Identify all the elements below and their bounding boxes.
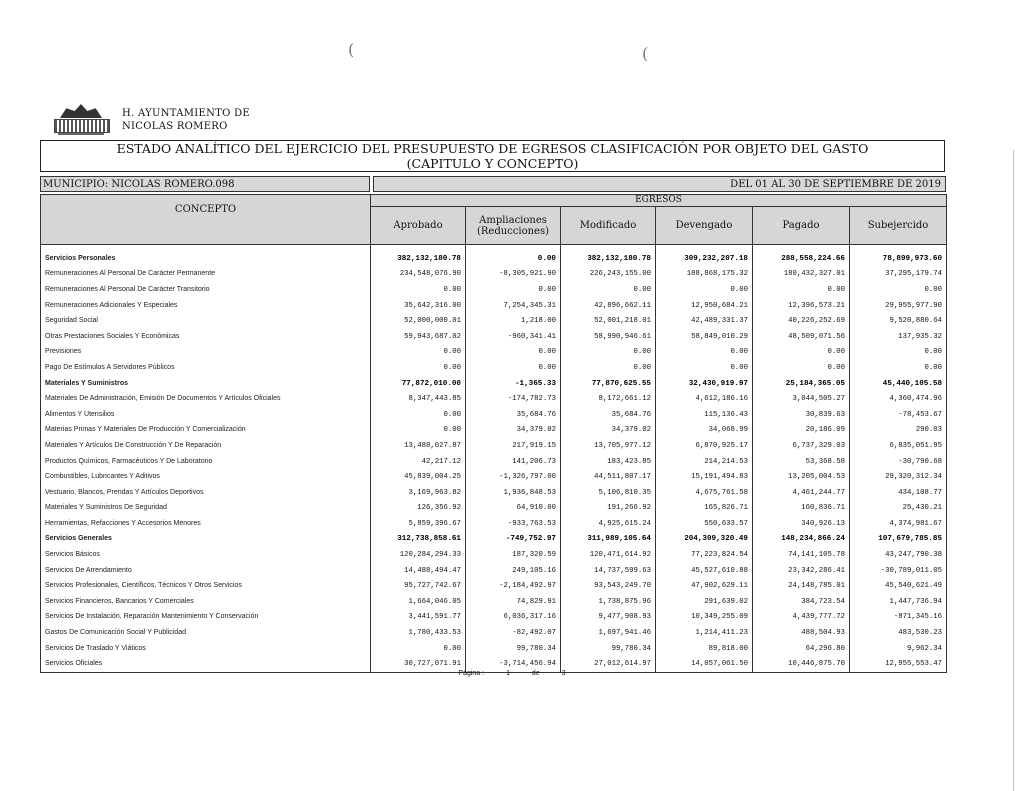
cell-devengado: 10,349,255.09 (656, 610, 753, 626)
row-concept: Remuneraciones Adicionales Y Especiales (41, 298, 371, 314)
cell-pagado: 24,148,785.01 (753, 578, 850, 594)
cell-devengado: 45,527,610.88 (656, 563, 753, 579)
cell-ampliaciones: -2,184,492.97 (466, 578, 561, 594)
cell-modificado: 0.00 (561, 360, 656, 376)
row-concept: Herramientas, Refacciones Y Accesorios Menores (41, 516, 371, 532)
cell-aprobado: 126,356.92 (371, 501, 466, 517)
cell-modificado: 226,243,155.00 (561, 267, 656, 283)
cell-subejercido: 137,935.32 (850, 329, 947, 345)
cell-subejercido: 12,955,553.47 (850, 656, 947, 672)
table-row (41, 345, 947, 361)
table-row (41, 391, 947, 407)
cell-pagado: 40,226,252.69 (753, 313, 850, 329)
cell-pagado: 53,368.58 (753, 454, 850, 470)
cell-aprobado: 382,132,180.78 (371, 245, 466, 267)
cell-aprobado: 8,347,443.85 (371, 391, 466, 407)
table-row (41, 469, 947, 485)
page-number: 1 (506, 670, 510, 677)
table-row (41, 313, 947, 329)
cell-aprobado: 234,548,076.90 (371, 267, 466, 283)
row-concept: Servicios De Instalación, Reparación Mantenimiento Y Conservación (41, 610, 371, 626)
table-row (41, 329, 947, 345)
cell-aprobado: 0.00 (371, 345, 466, 361)
row-concept: Servicios Básicos (41, 547, 371, 563)
cell-ampliaciones: 64,910.00 (466, 501, 561, 517)
row-concept: Servicios De Arrendamiento (41, 563, 371, 579)
cell-subejercido: 9,962.34 (850, 641, 947, 657)
cell-ampliaciones: 99,780.34 (466, 641, 561, 657)
report-title (40, 140, 945, 172)
table-row (41, 376, 947, 392)
cell-modificado: 42,896,662.11 (561, 298, 656, 314)
row-concept: Remuneraciones Al Personal De Carácter Transitorio (41, 282, 371, 298)
row-concept: Materiales De Administración, Emisión De Documentos Y Artículos Oficiales (41, 391, 371, 407)
table-row (41, 454, 947, 470)
cell-subejercido: 6,835,051.95 (850, 438, 947, 454)
scan-edge-line (1013, 150, 1014, 791)
org-line-2: NICOLAS ROMERO (122, 121, 228, 132)
row-concept: Materiales Y Suministros De Seguridad (41, 501, 371, 517)
row-concept: Combustibles, Lubricantes Y Aditivos (41, 469, 371, 485)
cell-modificado: 9,477,908.93 (561, 610, 656, 626)
row-concept: Remuneraciones Al Personal De Carácter Permanente (41, 267, 371, 283)
cell-subejercido: -30,789,011.05 (850, 563, 947, 579)
cell-modificado: 99,780.34 (561, 641, 656, 657)
col-pagado: Pagado (753, 207, 850, 245)
row-concept: Servicios Personales (41, 245, 371, 267)
cell-aprobado: 95,727,742.67 (371, 578, 466, 594)
cell-devengado: 0.00 (656, 345, 753, 361)
cell-aprobado: 14,488,494.47 (371, 563, 466, 579)
cell-ampliaciones: 187,320.59 (466, 547, 561, 563)
cell-devengado: 89,818.00 (656, 641, 753, 657)
col-ampliaciones-line-2: (Reducciones) (476, 225, 549, 237)
cell-subejercido: 290.03 (850, 423, 947, 439)
cell-aprobado: 13,488,027.87 (371, 438, 466, 454)
table-row (41, 360, 947, 376)
cell-devengado: 550,633.57 (656, 516, 753, 532)
cell-ampliaciones: -1,365.33 (466, 376, 561, 392)
cell-pagado: 488,504.93 (753, 625, 850, 641)
municipal-seal-icon (52, 104, 110, 136)
cell-aprobado: 312,738,858.61 (371, 532, 466, 548)
cell-ampliaciones: 249,105.16 (466, 563, 561, 579)
cell-aprobado: 42,217.12 (371, 454, 466, 470)
cell-modificado: 183,423.85 (561, 454, 656, 470)
cell-pagado: 288,558,224.66 (753, 245, 850, 267)
cell-ampliaciones: 6,036,317.16 (466, 610, 561, 626)
cell-devengado: 291,639.02 (656, 594, 753, 610)
cell-subejercido: 29,955,977.90 (850, 298, 947, 314)
cell-devengado: 47,902,629.11 (656, 578, 753, 594)
row-concept: Servicios De Traslado Y Viáticos (41, 641, 371, 657)
cell-modificado: 27,012,614.97 (561, 656, 656, 672)
col-ampliaciones-line-1: Ampliaciones (479, 214, 547, 226)
cell-modificado: 120,471,614.92 (561, 547, 656, 563)
title-line-1: ESTADO ANALÍTICO DEL EJERCICIO DEL PRESUPUESTO DE EGRESOS CLASIFICACIÓN POR OBJETO DEL GASTO (116, 141, 869, 156)
table-row (41, 245, 947, 267)
cell-ampliaciones: -749,752.97 (466, 532, 561, 548)
cell-modificado: 14,737,599.63 (561, 563, 656, 579)
cell-aprobado: 120,284,294.33 (371, 547, 466, 563)
cell-subejercido: 0.00 (850, 345, 947, 361)
cell-modificado: 77,870,625.55 (561, 376, 656, 392)
cell-ampliaciones: -8,305,921.90 (466, 267, 561, 283)
org-line-1: H. AYUNTAMIENTO DE (122, 108, 251, 119)
table-row (41, 563, 947, 579)
cell-devengado: 14,057,061.50 (656, 656, 753, 672)
cell-aprobado: 77,872,010.00 (371, 376, 466, 392)
page-label: Página : (458, 670, 485, 677)
cell-devengado: 12,950,684.21 (656, 298, 753, 314)
table-body (41, 245, 947, 673)
cell-devengado: 15,191,494.83 (656, 469, 753, 485)
row-concept: Vestuario, Blancos, Prendas Y Artículos Deportivos (41, 485, 371, 501)
row-concept: Servicios Profesionales, Científicos, Técnicos Y Otros Servicios (41, 578, 371, 594)
row-concept: Gastos De Comunicación Social Y Publicidad (41, 625, 371, 641)
cell-aprobado: 45,839,004.25 (371, 469, 466, 485)
cell-modificado: 35,684.76 (561, 407, 656, 423)
scan-mark-right: ( (642, 44, 649, 63)
meta-row (40, 176, 946, 192)
cell-aprobado: 0.00 (371, 360, 466, 376)
row-concept: Otras Prestaciones Sociales Y Económicas (41, 329, 371, 345)
concept-header: CONCEPTO (41, 195, 371, 245)
period-label: DEL 01 AL 30 DE SEPTIEMBRE DE 2019 (373, 176, 946, 192)
cell-devengado: 0.00 (656, 360, 753, 376)
cell-aprobado: 52,000,000.01 (371, 313, 466, 329)
cell-devengado: 4,612,186.16 (656, 391, 753, 407)
cell-modificado: 93,543,249.70 (561, 578, 656, 594)
egresos-header: EGRESOS (371, 195, 947, 207)
cell-subejercido: 37,295,179.74 (850, 267, 947, 283)
cell-pagado: 74,141,105.78 (753, 547, 850, 563)
row-concept: Seguridad Social (41, 313, 371, 329)
cell-aprobado: 30,727,071.91 (371, 656, 466, 672)
cell-ampliaciones: -82,492.07 (466, 625, 561, 641)
cell-pagado: 13,205,004.53 (753, 469, 850, 485)
cell-modificado: 44,511,807.17 (561, 469, 656, 485)
table-row (41, 501, 947, 517)
total-pages: 3 (561, 670, 566, 677)
cell-ampliaciones: -1,326,797.00 (466, 469, 561, 485)
cell-ampliaciones: 34,379.02 (466, 423, 561, 439)
cell-subejercido: 25,430.21 (850, 501, 947, 517)
cell-pagado: 3,044,505.27 (753, 391, 850, 407)
col-modificado: Modificado (561, 207, 656, 245)
cell-ampliaciones: -960,341.41 (466, 329, 561, 345)
cell-aprobado: 0.00 (371, 423, 466, 439)
cell-pagado: 4,439,777.72 (753, 610, 850, 626)
cell-pagado: 4,461,244.77 (753, 485, 850, 501)
cell-modificado: 5,106,810.35 (561, 485, 656, 501)
cell-ampliaciones: 141,206.73 (466, 454, 561, 470)
cell-subejercido: 1,447,736.94 (850, 594, 947, 610)
cell-modificado: 58,990,946.61 (561, 329, 656, 345)
row-concept: Previsiones (41, 345, 371, 361)
cell-modificado: 382,132,180.78 (561, 245, 656, 267)
cell-pagado: 20,186.09 (753, 423, 850, 439)
cell-ampliaciones: 7,254,345.31 (466, 298, 561, 314)
cell-devengado: 77,223,824.54 (656, 547, 753, 563)
cell-devengado: 6,870,925.17 (656, 438, 753, 454)
cell-subejercido: 43,247,790.38 (850, 547, 947, 563)
cell-subejercido: -78,453.67 (850, 407, 947, 423)
cell-ampliaciones: 0.00 (466, 282, 561, 298)
col-devengado: Devengado (656, 207, 753, 245)
cell-pagado: 0.00 (753, 360, 850, 376)
cell-devengado: 34,068.99 (656, 423, 753, 439)
cell-aprobado: 0.00 (371, 282, 466, 298)
page-footer (0, 670, 1024, 677)
row-concept: Pago De Estímulos A Servidores Públicos (41, 360, 371, 376)
row-concept: Materias Primas Y Materiales De Producción Y Comercialización (41, 423, 371, 439)
cell-ampliaciones: 0.00 (466, 345, 561, 361)
table-row (41, 532, 947, 548)
cell-pagado: 12,396,573.21 (753, 298, 850, 314)
row-concept: Servicios Generales (41, 532, 371, 548)
cell-pagado: 340,926.13 (753, 516, 850, 532)
cell-ampliaciones: 1,218.00 (466, 313, 561, 329)
organization-name (122, 107, 250, 133)
table-row (41, 610, 947, 626)
table-row (41, 578, 947, 594)
cell-devengado: 42,489,331.37 (656, 313, 753, 329)
cell-pagado: 180,432,327.01 (753, 267, 850, 283)
col-aprobado: Aprobado (371, 207, 466, 245)
cell-pagado: 148,234,866.24 (753, 532, 850, 548)
cell-modificado: 4,925,615.24 (561, 516, 656, 532)
cell-ampliaciones: 74,829.91 (466, 594, 561, 610)
row-concept: Servicios Oficiales (41, 656, 371, 672)
cell-modificado: 0.00 (561, 345, 656, 361)
cell-pagado: 10,446,875.70 (753, 656, 850, 672)
table-row (41, 407, 947, 423)
table-row (41, 641, 947, 657)
table-row (41, 298, 947, 314)
cell-subejercido: 0.00 (850, 282, 947, 298)
cell-subejercido: 4,374,981.67 (850, 516, 947, 532)
cell-modificado: 52,001,218.01 (561, 313, 656, 329)
cell-subejercido: 0.00 (850, 360, 947, 376)
cell-devengado: 0.00 (656, 282, 753, 298)
table-row (41, 594, 947, 610)
cell-subejercido: 107,679,785.85 (850, 532, 947, 548)
cell-ampliaciones: -933,763.53 (466, 516, 561, 532)
row-concept: Materiales Y Suministros (41, 376, 371, 392)
row-concept: Alimentos Y Utensilios (41, 407, 371, 423)
table-row (41, 547, 947, 563)
cell-modificado: 13,705,977.12 (561, 438, 656, 454)
col-subejercido: Subejercido (850, 207, 947, 245)
cell-modificado: 1,697,941.46 (561, 625, 656, 641)
cell-aprobado: 3,169,963.82 (371, 485, 466, 501)
cell-modificado: 311,989,105.64 (561, 532, 656, 548)
cell-devengado: 214,214.53 (656, 454, 753, 470)
cell-modificado: 8,172,661.12 (561, 391, 656, 407)
cell-pagado: 48,509,071.56 (753, 329, 850, 345)
cell-subejercido: 78,899,973.60 (850, 245, 947, 267)
table-row (41, 282, 947, 298)
cell-pagado: 0.00 (753, 282, 850, 298)
municipio-label: MUNICIPIO: NICOLAS ROMERO.098 (40, 176, 370, 192)
cell-devengado: 1,214,411.23 (656, 625, 753, 641)
cell-pagado: 160,836.71 (753, 501, 850, 517)
cell-modificado: 34,379.02 (561, 423, 656, 439)
cell-subejercido: -30,790.68 (850, 454, 947, 470)
title-line-2: (CAPITULO Y CONCEPTO) (406, 156, 579, 171)
cell-pagado: 23,342,286.41 (753, 563, 850, 579)
cell-pagado: 0.00 (753, 345, 850, 361)
cell-pagado: 384,723.54 (753, 594, 850, 610)
cell-devengado: 188,868,175.32 (656, 267, 753, 283)
cell-ampliaciones: 1,936,848.53 (466, 485, 561, 501)
cell-aprobado: 0.00 (371, 407, 466, 423)
cell-modificado: 191,266.92 (561, 501, 656, 517)
cell-subejercido: 45,540,621.49 (850, 578, 947, 594)
cell-devengado: 58,849,010.29 (656, 329, 753, 345)
cell-subejercido: 9,520,880.64 (850, 313, 947, 329)
scan-mark-left: ( (348, 40, 355, 59)
cell-pagado: 30,839.63 (753, 407, 850, 423)
cell-aprobado: 3,441,591.77 (371, 610, 466, 626)
cell-ampliaciones: -174,782.73 (466, 391, 561, 407)
cell-devengado: 4,675,761.58 (656, 485, 753, 501)
cell-pagado: 25,184,365.05 (753, 376, 850, 392)
cell-subejercido: 4,360,474.96 (850, 391, 947, 407)
cell-devengado: 115,136.43 (656, 407, 753, 423)
table-row (41, 438, 947, 454)
cell-subejercido: 434,108.77 (850, 485, 947, 501)
row-concept: Productos Químicos, Farmacéuticos Y De Laboratorio (41, 454, 371, 470)
cell-devengado: 204,309,320.49 (656, 532, 753, 548)
cell-ampliaciones: 0.00 (466, 245, 561, 267)
col-ampliaciones (466, 207, 561, 245)
cell-subejercido: 483,530.23 (850, 625, 947, 641)
cell-modificado: 0.00 (561, 282, 656, 298)
cell-devengado: 32,430,919.97 (656, 376, 753, 392)
cell-pagado: 6,737,329.03 (753, 438, 850, 454)
cell-subejercido: -871,345.16 (850, 610, 947, 626)
cell-aprobado: 1,664,046.05 (371, 594, 466, 610)
table-row (41, 267, 947, 283)
table-row (41, 625, 947, 641)
table-row (41, 516, 947, 532)
cell-ampliaciones: 217,919.15 (466, 438, 561, 454)
cell-devengado: 165,826.71 (656, 501, 753, 517)
cell-aprobado: 5,859,396.67 (371, 516, 466, 532)
row-concept: Servicios Financieros, Bancarios Y Comerciales (41, 594, 371, 610)
cell-modificado: 1,738,875.96 (561, 594, 656, 610)
cell-subejercido: 29,320,312.34 (850, 469, 947, 485)
cell-ampliaciones: -3,714,456.94 (466, 656, 561, 672)
table-row (41, 485, 947, 501)
cell-aprobado: 0.00 (371, 641, 466, 657)
of-label: de (531, 670, 540, 677)
row-concept: Materiales Y Artículos De Construcción Y De Reparación (41, 438, 371, 454)
cell-ampliaciones: 0.00 (466, 360, 561, 376)
budget-table (40, 194, 947, 673)
cell-devengado: 309,232,207.18 (656, 245, 753, 267)
cell-aprobado: 59,943,687.02 (371, 329, 466, 345)
cell-aprobado: 35,642,316.00 (371, 298, 466, 314)
table-row (41, 423, 947, 439)
cell-pagado: 64,296.80 (753, 641, 850, 657)
header-block (52, 104, 250, 136)
cell-subejercido: 45,440,105.58 (850, 376, 947, 392)
cell-ampliaciones: 35,684.76 (466, 407, 561, 423)
cell-aprobado: 1,780,433.53 (371, 625, 466, 641)
